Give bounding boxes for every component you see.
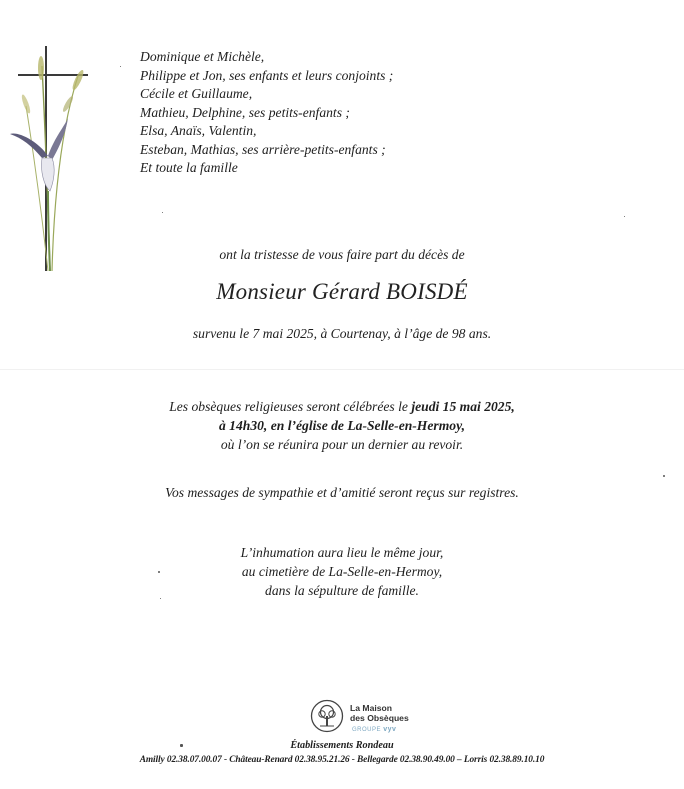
- family-line: Dominique et Michèle,: [140, 49, 265, 64]
- announcement-intro: ont la tristesse de vous faire part du décès de: [219, 247, 465, 262]
- logo-line-2: des Obsèques: [350, 713, 409, 723]
- tree-logo-icon: [310, 699, 344, 733]
- scan-speck: [624, 216, 625, 217]
- burial-line: au cimetière de La-Selle-en-Hermoy,: [241, 564, 443, 579]
- scan-speck: [180, 744, 183, 747]
- logo-group-prefix: GROUPE: [352, 727, 382, 733]
- family-list: [140, 48, 393, 178]
- family-line: Et toute la famille: [140, 160, 238, 175]
- funeral-line-2: [0, 416, 684, 435]
- funeral-details: [0, 397, 684, 454]
- family-line: Elsa, Anaïs, Valentin,: [140, 123, 257, 138]
- cross-lily-wheat-icon: [8, 46, 88, 276]
- logo-name: [350, 703, 409, 723]
- burial-line: dans la sépulture de famille.: [265, 583, 419, 598]
- burial-details: [0, 543, 684, 600]
- family-line: Esteban, Mathias, ses arrière-petits-enfants ;: [140, 141, 386, 157]
- funeral-line-1-text: Les obsèques religieuses seront célébrées le: [169, 399, 412, 414]
- deceased-name: Monsieur Gérard BOISDÉ: [216, 279, 468, 304]
- scan-speck: [162, 212, 163, 213]
- burial-line: L’inhumation aura lieu le même jour,: [240, 545, 444, 560]
- funeral-line-3: où l’on se réunira pour un dernier au revoir.: [220, 437, 464, 452]
- logo-group: [352, 726, 396, 733]
- scan-speck: [663, 475, 665, 477]
- family-line: Philippe et Jon, ses enfants et leurs conjoints ;: [140, 67, 394, 83]
- funeral-line-1: [0, 397, 684, 416]
- death-details: survenu le 7 mai 2025, à Courtenay, à l’âge de 98 ans.: [192, 326, 492, 341]
- phone-numbers: Amilly 02.38.07.00.07 - Château-Renard 02.38.95.21.26 - Bellegarde 02.38.90.49.00 – Lorris 02.38.89.10.10: [139, 755, 545, 765]
- establishment-name: Établissements Rondeau: [290, 740, 394, 751]
- messages-note: Vos messages de sympathie et d’amitié seront reçus sur registres.: [165, 485, 519, 500]
- funeral-date: jeudi 15 mai 2025,: [411, 399, 515, 414]
- funeral-place: à 14h30, en l’église de La-Selle-en-Hermoy,: [218, 418, 466, 433]
- logo-line-1: La Maison: [350, 703, 393, 713]
- scan-speck: [160, 598, 161, 599]
- logo-group-brand: vyv: [383, 726, 397, 733]
- scan-speck: [158, 571, 160, 573]
- family-line: Cécile et Guillaume,: [140, 86, 253, 101]
- scan-fold-line: [0, 369, 684, 370]
- scan-speck: [120, 66, 121, 67]
- family-line: Mathieu, Delphine, ses petits-enfants ;: [140, 104, 350, 120]
